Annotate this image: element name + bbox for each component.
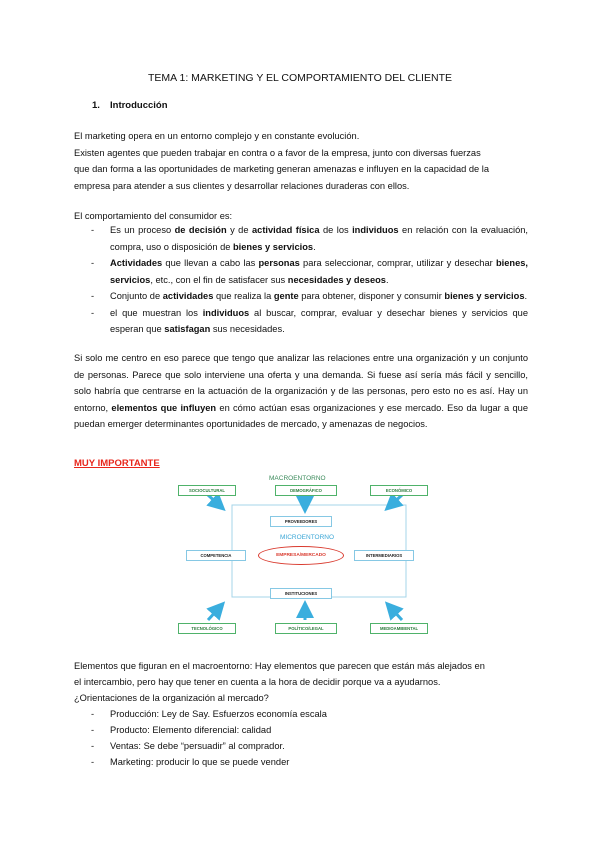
political-legal-box: POLÍTICO/LEGAL	[275, 623, 337, 634]
technological-box: TECNOLÓGICO	[178, 623, 236, 634]
list-item: - Marketing: producir lo que se puede vender	[91, 757, 290, 767]
arrow	[208, 495, 219, 505]
behavior-heading: El comportamiento del consumidor es:	[74, 211, 233, 221]
text-line: Elementos que figuran en el macroentorno: Hay elementos que parecen que están más alejados en	[74, 661, 485, 671]
intro-line: Existen agentes que pueden trabajar en contra o a favor de la empresa, junto con diversas fuerzas	[74, 147, 481, 158]
text-line: el intercambio, pero hay que tener en cuenta a la hora de decidir porque va a ayudarnos.	[74, 677, 441, 687]
intro-line: que dan forma a las oportunidades de marketing generan amenazas e influyen en la capacidad de la	[74, 164, 490, 174]
economic-box: ECONÓMICO	[370, 485, 428, 496]
microenvironment-label: MICROENTORNO	[280, 534, 335, 541]
macro-section	[74, 658, 534, 770]
environment-diagram	[170, 470, 440, 640]
suppliers-box: PROVEEDORES	[270, 516, 332, 527]
list-item: - Conjunto de actividades que realiza la gente para obtener, disponer y consumir bienes y servicios.	[91, 291, 528, 301]
section-label: Introducción	[110, 100, 168, 111]
important-heading: MUY IMPORTANTE	[74, 458, 160, 469]
section-number: 1.	[92, 100, 100, 111]
sociocultural-box: SOCIOCULTURAL	[178, 485, 236, 496]
intermediaries-box: INTERMEDIARIOS	[354, 550, 414, 561]
list-item: - Ventas: Se debe “persuadir” al comprador.	[91, 741, 285, 751]
behavior-list	[91, 222, 528, 338]
list-item: - Es un proceso de decisión y de actividad física de los individuos en relación con la evaluación, compra, uso o disposición de bienes y servicios.	[91, 225, 528, 252]
list-item: - Actividades que llevan a cabo las personas para seleccionar, comprar, utilizar y desechar bienes, servicios, etc., con el fin de satisfacer sus necesidades y deseos.	[91, 258, 528, 285]
arrow	[391, 608, 402, 620]
environmental-box: MEDIOAMBIENTAL	[370, 623, 428, 634]
intro-paragraph	[74, 128, 528, 194]
demographic-box: DEMOGRÁFICO	[275, 485, 337, 496]
arrow	[208, 608, 219, 620]
environment-paragraph: Si solo me centro en eso parece que tengo que analizar las relaciones entre una organización y un conjunto de personas. Parece que solo interviene una oferta y una demanda. Si fuese así sería más fácil y sencillo, solo habría que centrarse en la actuación de la organización y de las personas, pero esto no es así. Hay un entorno, elementos que influyen en cómo actúan esas organizaciones y ese mercado. Eso da lugar a que puedan emerger determinantes oportunidades de mercado, y amenazas de negocios.	[74, 353, 528, 429]
macroenvironment-label: MACROENTORNO	[269, 475, 326, 482]
list-item: - Producto: Elemento diferencial: calidad	[91, 725, 272, 735]
competition-box: COMPETENCIA	[186, 550, 246, 561]
list-item: - el que muestran los individuos al buscar, comprar, evaluar y desechar bienes y servicios que esperan que satisfagan sus necesidades.	[91, 307, 529, 334]
section-heading	[92, 100, 168, 111]
document-title: TEMA 1: MARKETING Y EL COMPORTAMIENTO DEL CLIENTE	[148, 72, 452, 84]
text-line: ¿Orientaciones de la organización al mercado?	[74, 693, 269, 703]
list-item: - Producción: Ley de Say. Esfuerzos economía escala	[91, 709, 327, 719]
intro-line: empresa para atender a sus clientes y desarrollar relaciones duraderas con ellos.	[74, 180, 410, 191]
arrow	[391, 495, 402, 505]
intro-line: El marketing opera en un entorno complejo y en constante evolución.	[74, 131, 360, 141]
institutions-box: INSTITUCIONES	[270, 588, 332, 599]
company-market-core: EMPRESA/MERCADO	[258, 546, 344, 565]
